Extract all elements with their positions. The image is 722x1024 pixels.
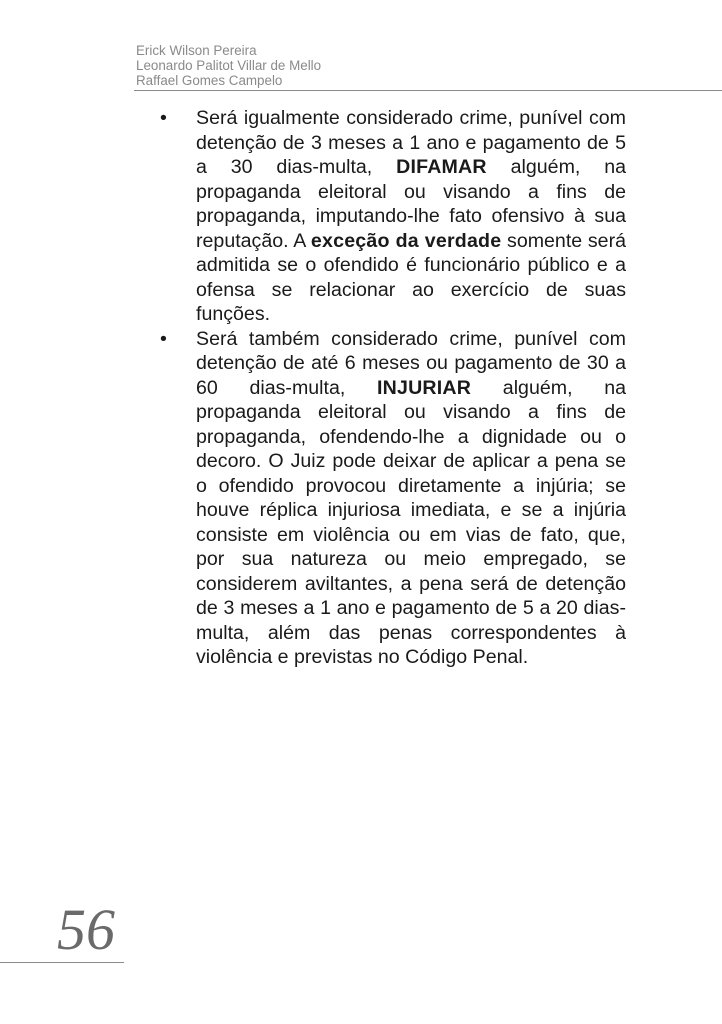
- bold-term: exceção da verdade: [310, 229, 502, 252]
- page-number: 56: [57, 897, 115, 962]
- running-header: [136, 43, 722, 89]
- author-name: Raffael Gomes Campelo: [136, 73, 283, 89]
- bold-term: DIFAMAR: [396, 156, 487, 178]
- list-item: [160, 106, 626, 327]
- footer-divider: [0, 962, 124, 963]
- header-divider: [134, 90, 722, 91]
- text-run: Será também considerado crime, punível com detenção de até 6 meses ou pagamento de 30 a 60 dias-multa,: [196, 327, 626, 399]
- bullet-icon: •: [160, 327, 167, 350]
- page-body: [160, 106, 626, 670]
- author-name: Erick Wilson Pereira: [136, 43, 257, 58]
- bold-term: INJURIAR: [376, 376, 472, 399]
- list-item-text: [196, 327, 626, 670]
- bullet-icon: •: [160, 107, 167, 129]
- text-run: alguém, na propaganda eleitoral ou visando a fins de propaganda, ofendendo-lhe a dignidade ou o decoro. O Juiz pode deixar de aplicar a pena se o ofendido provocou diretamente a injúria; se houve réplica injuriosa imediata, e se a injúria consiste em violência ou em vias de fato, que, por sua natureza ou meio empregado, se considerem aviltantes, a pena será de detenção de 3 meses a 1 ano e pagamento de 5 a 20 dias-multa, além das penas correspondentes à violência e previstas no Código Penal.: [196, 376, 626, 668]
- text-run: Será igualmente considerado crime, punível com detenção de 3 meses a 1 ano e pagamento de 5 a 30 dias-multa,: [196, 107, 626, 178]
- list-item: [160, 327, 626, 670]
- text-run: somente será admitida se o ofendido é funcionário público e a ofensa se relacionar ao exercício de suas funções.: [196, 229, 626, 325]
- author-name: Leonardo Palitot Villar de Mello: [136, 58, 322, 74]
- list-item-text: [196, 106, 626, 327]
- text-run: alguém, na propaganda eleitoral ou visando a fins de propaganda, imputando-lhe fato ofensivo à sua reputação. A: [196, 156, 626, 252]
